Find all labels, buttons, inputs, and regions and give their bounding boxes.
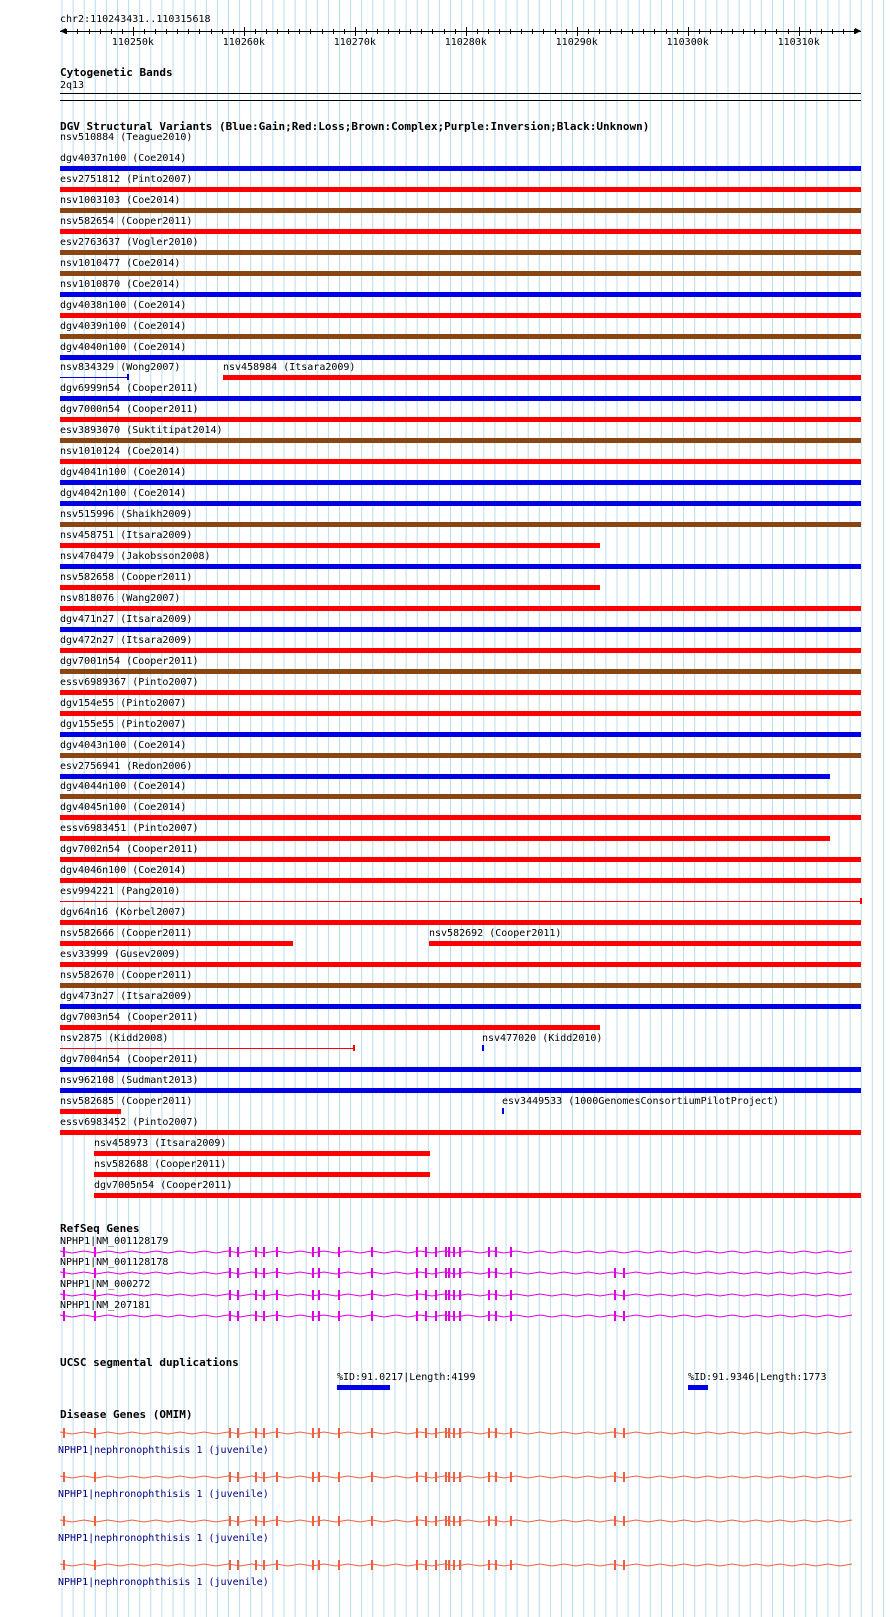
- dgv-feature-bar: [94, 1151, 430, 1156]
- ruler-tick: [255, 29, 256, 34]
- dgv-feature-bar: [60, 627, 861, 632]
- dgv-feature-label: dgv7005n54 (Cooper2011): [94, 1179, 233, 1191]
- ruler-tick: [710, 29, 711, 34]
- ruler-tick: [244, 27, 245, 36]
- dgv-feature-label: dgv7003n54 (Cooper2011): [60, 1011, 199, 1023]
- dgv-feature-label: esv2756941 (Redon2006): [60, 760, 193, 772]
- ruler-tick: [488, 29, 489, 34]
- ruler-tick: [399, 29, 400, 34]
- ruler-coordinate-label: chr2:110243431..110315618: [60, 14, 211, 25]
- dgv-feature-label: esv2751812 (Pinto2007): [60, 173, 193, 185]
- ruler-tick: [743, 29, 744, 34]
- ruler-tick: [266, 29, 267, 34]
- dgv-feature-bar: [94, 1193, 861, 1198]
- ruler-tick-label: 110260k: [222, 37, 265, 48]
- ruler-tick: [732, 29, 733, 34]
- ruler-tick: [288, 29, 289, 34]
- dgv-feature-bar-end: [353, 1045, 355, 1051]
- dgv-feature-bar: [60, 774, 830, 779]
- ruler-tick: [188, 29, 189, 34]
- dgv-feature-bar: [60, 522, 861, 527]
- refseq-transcript-label: NPHP1|NM_207181: [60, 1299, 151, 1311]
- dgv-feature-bar: [60, 396, 861, 401]
- dgv-feature-label: nsv582688 (Cooper2011): [94, 1158, 227, 1170]
- dgv-feature-bar: [60, 313, 861, 318]
- dgv-feature-label: dgv7000n54 (Cooper2011): [60, 404, 199, 416]
- dgv-feature-bar-end: [127, 374, 129, 380]
- dgv-feature-bar: [60, 857, 861, 862]
- ruler-tick: [666, 29, 667, 34]
- dgv-feature-label: essv6983451 (Pinto2007): [60, 823, 199, 835]
- dgv-feature-bar: [60, 1109, 121, 1114]
- ruler-tick: [344, 29, 345, 34]
- ruler-tick: [377, 29, 378, 34]
- ruler-tick: [499, 29, 500, 34]
- dgv-feature-label: dgv64n16 (Korbel2007): [60, 907, 187, 919]
- dgv-feature-label: dgv4043n100 (Coe2014): [60, 739, 187, 751]
- dgv-feature-bar: [60, 1088, 861, 1093]
- dgv-feature-bar: [60, 753, 861, 758]
- ruler-tick: [421, 29, 422, 34]
- omim-entry-link[interactable]: NPHP1|nephronophthisis 1 (juvenile): [58, 1445, 269, 1456]
- dgv-feature-bar: [60, 480, 861, 485]
- segdup-feature-bar: [688, 1385, 708, 1390]
- ruler-tick: [599, 29, 600, 34]
- ruler-tick: [776, 29, 777, 34]
- ruler-tick-label: 110250k: [111, 37, 154, 48]
- ruler-tick: [621, 29, 622, 34]
- ruler-tick: [410, 29, 411, 34]
- ruler-tick: [388, 29, 389, 34]
- dgv-feature-bar: [60, 438, 861, 443]
- dgv-feature-bar: [60, 1004, 861, 1009]
- dgv-feature-label: nsv470479 (Jakobsson2008): [60, 551, 211, 562]
- dgv-feature-bar: [60, 1025, 600, 1030]
- dgv-feature-label: nsv582658 (Cooper2011): [60, 571, 193, 583]
- ruler-tick: [677, 29, 678, 34]
- omim-gene-model: [0, 1513, 890, 1529]
- dgv-feature-bar: [94, 1172, 430, 1177]
- ruler-tick-label: 110280k: [444, 37, 487, 48]
- dgv-feature-label: nsv477020 (Kidd2010): [482, 1032, 603, 1044]
- dgv-feature-label: dgv4037n100 (Coe2014): [60, 152, 187, 164]
- ruler-tick: [765, 29, 766, 34]
- dgv-feature-bar: [60, 585, 600, 590]
- dgv-feature-bar: [60, 229, 861, 234]
- ruler-tick: [843, 29, 844, 34]
- segdup-track-title: UCSC segmental duplications: [60, 1356, 239, 1369]
- dgv-feature-label: nsv962108 (Sudmant2013): [60, 1074, 199, 1086]
- ruler-tick: [821, 29, 822, 34]
- refseq-transcript-label: NPHP1|NM_001128178: [60, 1257, 169, 1269]
- dgv-feature-bar: [502, 1108, 504, 1114]
- dgv-feature-label: nsv582685 (Cooper2011): [60, 1095, 193, 1107]
- dgv-feature-label: dgv155e55 (Pinto2007): [60, 718, 187, 730]
- ruler-tick: [577, 27, 578, 36]
- segdup-feature-label: %ID:91.0217|Length:4199: [337, 1372, 476, 1383]
- omim-gene-model: [0, 1557, 890, 1573]
- dgv-feature-bar: [60, 815, 861, 820]
- ruler-tick: [477, 29, 478, 34]
- dgv-feature-bar: [60, 417, 861, 422]
- ruler-tick: [754, 29, 755, 34]
- dgv-feature-bar: [60, 564, 861, 569]
- dgv-feature-label: nsv458973 (Itsara2009): [94, 1137, 227, 1149]
- ruler-tick: [355, 27, 356, 36]
- dgv-feature-label: dgv472n27 (Itsara2009): [60, 634, 193, 646]
- dgv-feature-bar: [60, 941, 293, 946]
- dgv-feature-bar: [60, 836, 830, 841]
- ruler-tick: [532, 29, 533, 34]
- dgv-feature-bar: [223, 375, 861, 380]
- dgv-feature-label: esv994221 (Pang2010): [60, 886, 181, 898]
- dgv-feature-label: nsv582670 (Cooper2011): [60, 970, 193, 981]
- dgv-feature-label: dgv4040n100 (Coe2014): [60, 341, 187, 353]
- ruler-tick: [111, 29, 112, 34]
- dgv-feature-label: essv6989367 (Pinto2007): [60, 676, 199, 688]
- dgv-feature-bar: [60, 334, 861, 339]
- ruler-tick: [277, 29, 278, 34]
- ruler-tick: [643, 29, 644, 34]
- ruler-tick: [699, 29, 700, 34]
- ruler-axis-line: [60, 31, 861, 32]
- refseq-transcript-model: [0, 1308, 890, 1324]
- dgv-feature-label: dgv4042n100 (Coe2014): [60, 488, 187, 500]
- dgv-feature-label: nsv458751 (Itsara2009): [60, 530, 193, 542]
- dgv-feature-bar: [60, 920, 861, 925]
- dgv-feature-label: nsv458984 (Itsara2009): [223, 362, 356, 374]
- ruler-tick: [588, 29, 589, 34]
- ruler-tick: [555, 29, 556, 34]
- ruler-tick: [66, 29, 67, 34]
- dgv-feature-label: dgv7002n54 (Cooper2011): [60, 844, 199, 856]
- dgv-feature-label: nsv818076 (Wang2007): [60, 592, 181, 604]
- dgv-feature-bar: [60, 983, 861, 988]
- ruler-tick: [543, 29, 544, 34]
- ruler-tick: [610, 29, 611, 34]
- dgv-feature-bar: [60, 166, 861, 171]
- ruler-tick: [299, 29, 300, 34]
- dgv-feature-label: nsv582654 (Cooper2011): [60, 215, 193, 227]
- ruler-tick: [810, 29, 811, 34]
- ruler-tick: [89, 29, 90, 34]
- omim-track-title: Disease Genes (OMIM): [60, 1408, 193, 1421]
- dgv-feature-bar: [60, 962, 861, 967]
- segdup-feature-label: %ID:91.9346|Length:1773: [688, 1372, 827, 1383]
- ruler-tick: [444, 29, 445, 34]
- dgv-feature-bar: [60, 1130, 861, 1135]
- omim-gene-model: [0, 1425, 890, 1441]
- dgv-feature-label: nsv582666 (Cooper2011): [60, 928, 193, 940]
- dgv-feature-bar: [60, 648, 861, 653]
- ruler-tick: [333, 29, 334, 34]
- ruler-tick: [654, 29, 655, 34]
- dgv-feature-bar: [60, 355, 861, 360]
- ruler-tick: [566, 29, 567, 34]
- dgv-feature-label: esv3893070 (Suktitipat2014): [60, 425, 223, 437]
- ruler-tick: [122, 29, 123, 34]
- dgv-feature-label: dgv4041n100 (Coe2014): [60, 467, 187, 479]
- dgv-feature-label: nsv515996 (Shaikh2009): [60, 509, 193, 521]
- dgv-feature-label: nsv2875 (Kidd2008): [60, 1032, 169, 1044]
- dgv-feature-label: dgv4038n100 (Coe2014): [60, 299, 187, 311]
- dgv-track-title: DGV Structural Variants (Blue:Gain;Red:Loss;Brown:Complex;Purple:Inversion;Black:Unknown): [60, 120, 650, 133]
- ruler-tick: [322, 29, 323, 34]
- cytoband-title: Cytogenetic Bands: [60, 66, 173, 79]
- dgv-feature-label: dgv7001n54 (Cooper2011): [60, 655, 199, 667]
- dgv-feature-bar: [429, 941, 861, 946]
- dgv-feature-bar: [60, 732, 861, 737]
- ruler-tick: [721, 29, 722, 34]
- ruler-right-arrow: [855, 28, 861, 34]
- ruler-tick: [432, 29, 433, 34]
- refseq-transcript-label: NPHP1|NM_000272: [60, 1278, 151, 1290]
- ruler-tick: [222, 29, 223, 34]
- dgv-feature-bar: [60, 187, 861, 192]
- dgv-feature-bar: [60, 543, 600, 548]
- dgv-feature-bar: [60, 501, 861, 506]
- ruler-tick: [211, 29, 212, 34]
- ruler-tick: [177, 29, 178, 34]
- ruler-tick-label: 110270k: [333, 37, 376, 48]
- ruler-tick: [77, 29, 78, 34]
- dgv-feature-bar: [60, 292, 861, 297]
- refseq-transcript-label: NPHP1|NM_001128179: [60, 1236, 169, 1247]
- cytoband-line-bottom: [60, 100, 861, 101]
- dgv-feature-label: nsv1003103 (Coe2014): [60, 194, 181, 206]
- ruler-tick: [233, 29, 234, 34]
- dgv-feature-bar: [60, 208, 861, 213]
- ruler-tick-label: 110290k: [555, 37, 598, 48]
- dgv-feature-label: nsv510884 (Teague2010): [60, 132, 193, 143]
- ruler-tick-label: 110310k: [777, 37, 820, 48]
- cytoband-label: 2q13: [60, 80, 85, 91]
- ruler-tick: [832, 29, 833, 34]
- dgv-feature-label: dgv6999n54 (Cooper2011): [60, 383, 199, 395]
- dgv-feature-label: dgv7004n54 (Cooper2011): [60, 1053, 199, 1065]
- dgv-feature-bar: [482, 1045, 484, 1051]
- ruler-tick: [799, 27, 800, 36]
- dgv-feature-label: dgv4044n100 (Coe2014): [60, 781, 187, 793]
- ruler-tick: [466, 27, 467, 36]
- dgv-feature-label: dgv4046n100 (Coe2014): [60, 865, 187, 877]
- dgv-feature-bar: [60, 271, 861, 276]
- ruler-tick: [788, 29, 789, 34]
- dgv-feature-label: esv2763637 (Vogler2010): [60, 236, 199, 248]
- dgv-feature-bar: [60, 794, 861, 799]
- dgv-feature-label: dgv154e55 (Pinto2007): [60, 697, 187, 709]
- ruler-tick: [199, 29, 200, 34]
- dgv-feature-label: dgv4039n100 (Coe2014): [60, 320, 187, 332]
- dgv-feature-bar: [60, 901, 861, 902]
- dgv-feature-label: nsv1010477 (Coe2014): [60, 257, 181, 269]
- dgv-feature-label: nsv834329 (Wong2007): [60, 362, 181, 374]
- dgv-feature-label: dgv471n27 (Itsara2009): [60, 613, 193, 625]
- dgv-feature-bar-end: [860, 898, 862, 904]
- ruler-tick: [155, 29, 156, 34]
- ruler-tick: [166, 29, 167, 34]
- omim-gene-model: [0, 1469, 890, 1485]
- dgv-feature-bar: [60, 1048, 354, 1049]
- dgv-feature-label: nsv1010870 (Coe2014): [60, 278, 181, 290]
- dgv-feature-bar: [60, 669, 861, 674]
- dgv-feature-bar: [60, 878, 861, 883]
- dgv-feature-bar: [60, 1067, 861, 1072]
- ruler-tick: [632, 29, 633, 34]
- dgv-feature-label: nsv1010124 (Coe2014): [60, 446, 181, 458]
- dgv-feature-label: nsv582692 (Cooper2011): [429, 928, 562, 940]
- dgv-feature-bar: [60, 459, 861, 464]
- dgv-feature-label: dgv4045n100 (Coe2014): [60, 802, 187, 814]
- dgv-feature-bar: [60, 606, 861, 611]
- ruler-tick: [100, 29, 101, 34]
- dgv-feature-bar: [60, 250, 861, 255]
- dgv-feature-label: esv33999 (Gusev2009): [60, 949, 181, 961]
- segdup-feature-bar: [337, 1385, 390, 1390]
- ruler-tick: [366, 29, 367, 34]
- ruler-tick: [521, 29, 522, 34]
- dgv-feature-bar: [60, 377, 128, 378]
- ruler-tick-label: 110300k: [666, 37, 709, 48]
- omim-entry-link[interactable]: NPHP1|nephronophthisis 1 (juvenile): [58, 1489, 269, 1500]
- ruler-tick: [133, 27, 134, 36]
- dgv-feature-label: esv3449533 (1000GenomesConsortiumPilotProject): [502, 1095, 779, 1107]
- dgv-feature-bar: [60, 690, 861, 695]
- ruler-tick: [854, 29, 855, 34]
- dgv-feature-bar: [60, 711, 861, 716]
- ruler-tick: [144, 29, 145, 34]
- ruler-tick: [688, 27, 689, 36]
- refseq-track-title: RefSeq Genes: [60, 1222, 140, 1235]
- dgv-feature-label: essv6983452 (Pinto2007): [60, 1116, 199, 1128]
- ruler-tick: [455, 29, 456, 34]
- omim-entry-link[interactable]: NPHP1|nephronophthisis 1 (juvenile): [58, 1577, 269, 1588]
- ruler-tick: [510, 29, 511, 34]
- omim-entry-link[interactable]: NPHP1|nephronophthisis 1 (juvenile): [58, 1533, 269, 1544]
- cytoband-line-top: [60, 93, 861, 94]
- ruler-tick: [310, 29, 311, 34]
- dgv-feature-label: dgv473n27 (Itsara2009): [60, 990, 193, 1002]
